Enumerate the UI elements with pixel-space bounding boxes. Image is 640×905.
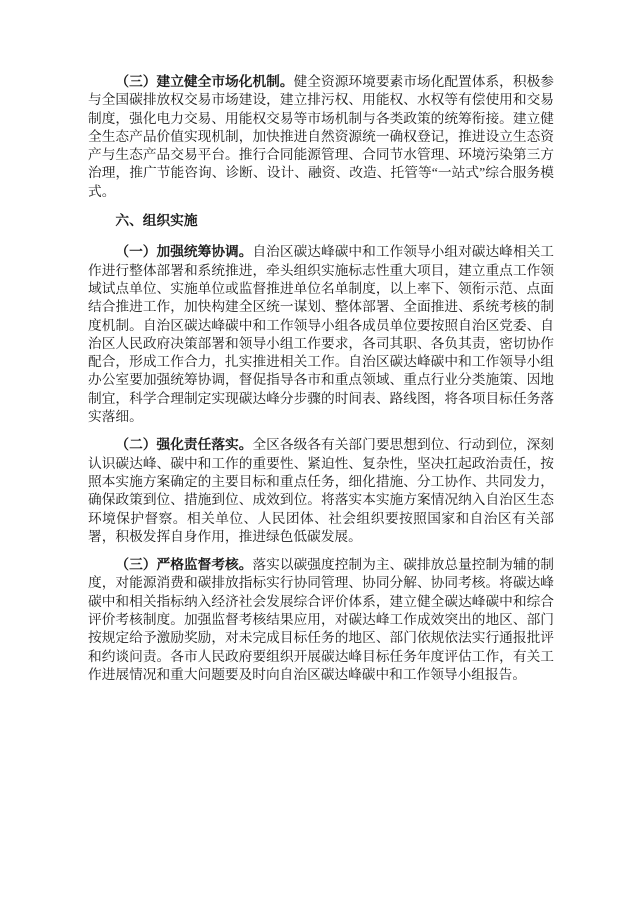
section-heading-organization: 六、组织实施 bbox=[115, 213, 198, 229]
paragraph-lead: （一）加强统筹协调。 bbox=[115, 244, 253, 260]
document-body bbox=[88, 73, 554, 684]
paragraph-text: 健全资源环境要素市场化配置体系，积极参与全国碳排放权交易市场建设，建立排污权、用能权、水权等有偿使用和交易制度，强化电力交易、用能权交易等市场机制与各类政策的统筹衔接。建立健全生态产品价值实现机制，加快推进自然资源统一确权登记，推进设立生态资产与生态产品交易平台。推行合同能源管理、合同节水管理、环境污染第三方治理，推广节能咨询、诊断、设计、融资、改造、托管等“一站式”综合服务模式。 bbox=[88, 74, 554, 199]
paragraph-lead: （二）强化责任落实。 bbox=[115, 437, 253, 453]
paragraph-supervision bbox=[88, 556, 554, 684]
paragraph-text: 全区各级各有关部门要思想到位、行动到位，深刻认识碳达峰、碳中和工作的重要性、紧迫性、复杂性，坚决扛起政治责任，按照本实施方案确定的主要目标和重点任务，细化措施、分工协作、共同发力，确保政策到位、措施到位、成效到位。将落实本实施方案情况纳入自治区生态环境保护督察。相关单位、人民团体、社会组织要按照国家和自治区有关部署，积极发挥自身作用，推进绿色低碳发展。 bbox=[88, 437, 554, 544]
paragraph-text: 自治区碳达峰碳中和工作领导小组对碳达峰相关工作进行整体部署和系统推进，牵头组织实施标志性重大项目，建立重点工作领域试点单位、实施单位或监督推进单位名单制度，以上率下、领衔示范、点面结合推进工作，加快构建全区统一谋划、整体部署、全面推进、系统考核的制度机制。自治区碳达峰碳中和工作领导小组各成员单位要按照自治区党委、自治区人民政府决策部署和领导小组工作要求，各司其职、各负其责，密切协作配合，形成工作合力，扎实推进相关工作。自治区碳达峰碳中和工作领导小组办公室要加强统筹协调，督促指导各市和重点领域、重点行业分类施策、因地制宜，科学合理制定实现碳达峰分步骤的时间表、路线图，将各项目标任务落实落细。 bbox=[88, 244, 554, 425]
paragraph-market-mechanism bbox=[88, 73, 554, 201]
paragraph-responsibility bbox=[88, 436, 554, 546]
paragraph-lead: （三）严格监督考核。 bbox=[115, 557, 253, 573]
paragraph-lead: （三）建立健全市场化机制。 bbox=[115, 74, 294, 89]
paragraph-coordination bbox=[88, 243, 554, 426]
paragraph-text: 落实以碳强度控制为主、碳排放总量控制为辅的制度，对能源消费和碳排放指标实行协同管理、协同分解、协同考核。将碳达峰碳中和相关指标纳入经济社会发展综合评价体系，建立健全碳达峰碳中和综合评价考核制度。加强监督考核结果应用，对碳达峰工作成效突出的地区、部门按规定给予激励奖励，对未完成目标任务的地区、部门依规依法实行通报批评和约谈问责。各市人民政府要组织开展碳达峰目标任务年度评估工作，有关工作进展情况和重大问题要及时向自治区碳达峰碳中和工作领导小组报告。 bbox=[88, 557, 554, 682]
